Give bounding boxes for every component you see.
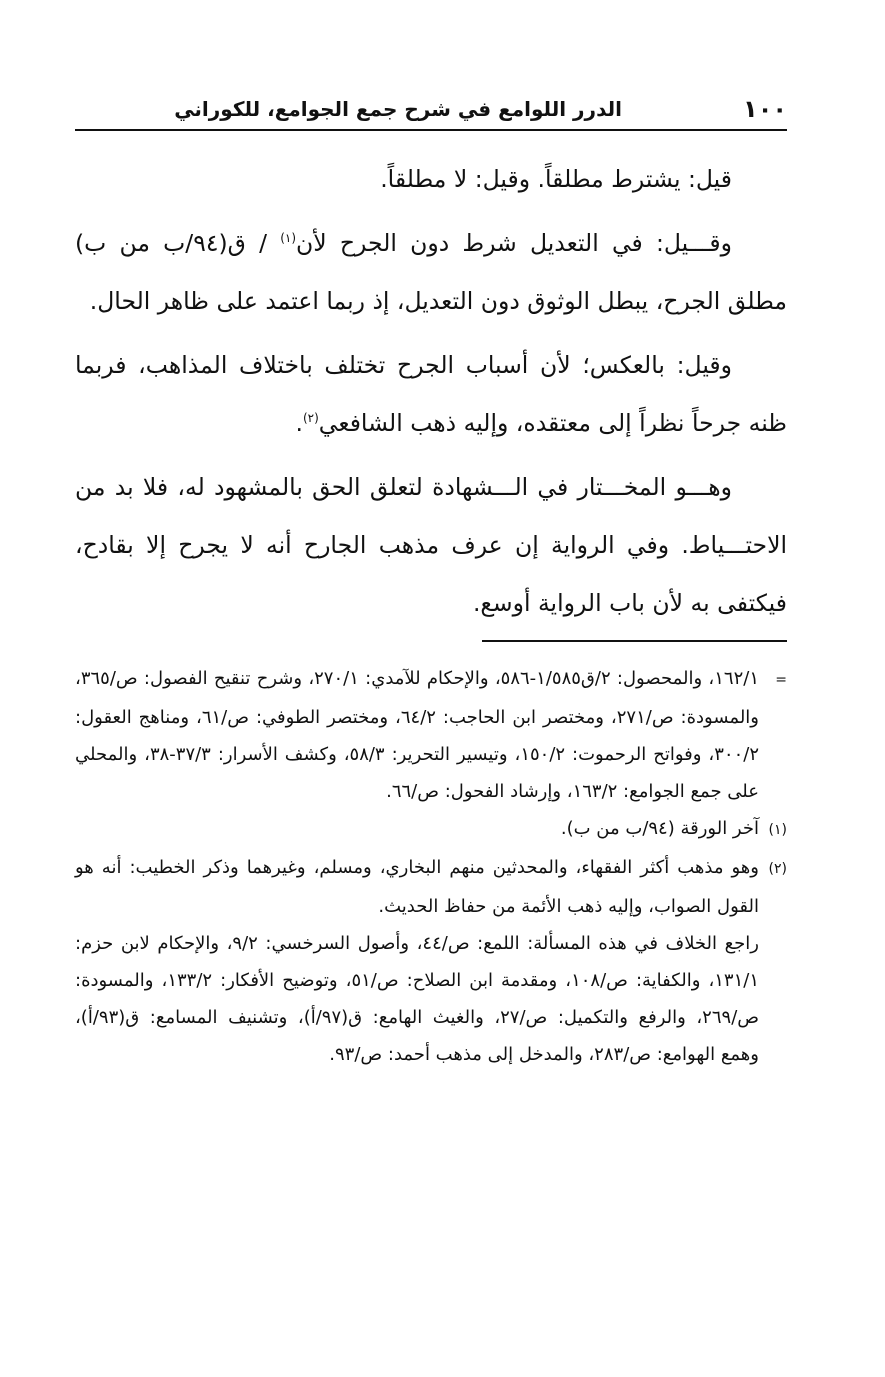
page-number: ١٠٠ <box>743 95 787 123</box>
footnote-2-text: وهو مذهب أكثر الفقهاء، والمحدثين منهم البخاري، ومسلم، وغيرهما وذكر الخطيب: أنه هو القول الصواب، وإليه ذهب الأئمة من حفاظ الحديث. <box>75 857 759 917</box>
main-text <box>75 150 787 638</box>
paragraph-2-part-a: وقـــيل: في التعديل شرط دون الجرح لأن <box>296 229 733 257</box>
footnote-ref-2: (٢) <box>302 411 319 426</box>
footnote-2 <box>75 849 787 925</box>
footnote-1-text: آخر الورقة (٩٤/ب من ب). <box>560 818 759 839</box>
footnote-1 <box>75 810 787 849</box>
footnote-2-references: راجع الخلاف في هذه المسألة: اللمع: ص/٤٤، وأصول السرخسي: ٩/٢، والإحكام لابن حزم: ١٣١/١، والكفاية: ص/١٠٨، ومقدمة ابن الصلاح: ص/٥١، وتوضيح الأفكار: ١٣٣/٢، والمسودة: ص/٢٦٩، والرفع والتكميل: ص/٢٧، والغيث الهامع: ق(٩٧/أ)، وتشنيف المسامع: ق(٩٣/أ)، وهمع الهوامع: ص/٢٨٣، والمدخل إلى مذهب أحمد: ص/٩٣. <box>75 933 760 1065</box>
continuation-text: ١٦٢/١، والمحصول: ٢/ق١/٥٨٥-٥٨٦، والإحكام للآمدي: ٢٧٠/١، وشرح تنقيح الفصول: ص/٣٦٥، والمسودة: ص/٢٧١، ومختصر ابن الحاجب: ٦٤/٢، ومختصر الطوفي: ص/٦١، ومناهج العقول: ٣٠٠/٢، وفواتح الرحموت: ١٥٠/٢، وتيسير التحرير: ٥٨/٣، وكشف الأسرار: ٣٧/٣-٣٨، والمحلي على جمع الجوامع: ١٦٣/٢، وإرشاد الفحول: ص/٦٦. <box>75 668 759 802</box>
paragraph-3-part-a: وقيل: بالعكس؛ لأن أسباب الجرح تختلف باختلاف المذاهب، فربما ظنه جرحاً نظراً إلى معتقده، وإليه ذهب الشافعي <box>75 351 787 437</box>
footnote-ref-1: (١) <box>280 231 297 246</box>
paragraph-4: وهـــو المخـــتار في الـــشهادة لتعلق الحق بالمشهود له، فلا بد من الاحتـــياط. وفي الرواية إن عرف مذهب الجارح أنه لا يجرح إلا بقادح، فيكتفى به لأن باب الرواية أوسع. <box>75 473 787 617</box>
footnote-continuation <box>75 660 787 810</box>
footnote-2-mark: (٢) <box>768 861 787 877</box>
paragraph-3-part-b: . <box>295 409 303 437</box>
paragraph-1: قيل: يشترط مطلقاً. وقيل: لا مطلقاً. <box>380 165 732 193</box>
continuation-mark: = <box>775 672 787 688</box>
paragraph-2-part-b: / ق(٩٤/ب من ب) مطلق الجرح، يبطل الوثوق دون التعديل، إذ ربما اعتمد على ظاهر الحال. <box>75 229 787 315</box>
running-title: الدرر اللوامع في شرح جمع الجوامع، للكوراني <box>174 97 622 121</box>
footnotes <box>75 660 787 1073</box>
footnote-1-mark: (١) <box>768 822 787 838</box>
header-rule <box>75 129 787 131</box>
footnote-rule <box>482 640 787 642</box>
page-header <box>75 95 787 123</box>
paragraph-2 <box>75 214 787 330</box>
paragraph-3 <box>75 336 787 452</box>
